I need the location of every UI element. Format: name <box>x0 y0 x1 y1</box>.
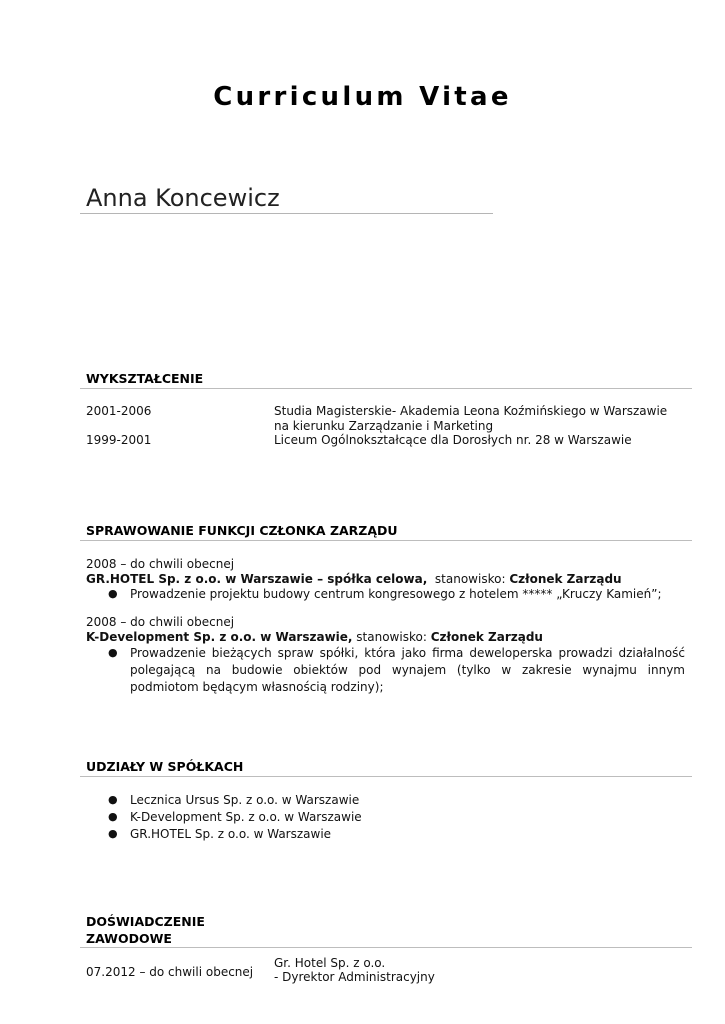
share-company: GR.HOTEL Sp. z o.o. w Warszawie <box>130 827 332 841</box>
bullet-icon: ● <box>108 646 118 659</box>
list-item <box>108 792 508 808</box>
share-company: Lecznica Ursus Sp. z o.o. w Warszawie <box>130 793 360 807</box>
list-item <box>108 809 508 825</box>
board-period: 2008 – do chwili obecnej <box>86 615 235 629</box>
board-period: 2008 – do chwili obecnej <box>86 557 235 571</box>
board-divider <box>80 540 692 541</box>
bullet-icon: ● <box>108 793 118 806</box>
list-item <box>108 826 508 842</box>
position-label: stanowisko: <box>434 572 506 586</box>
name-divider <box>80 213 493 214</box>
shares-divider <box>80 776 692 777</box>
position-title: Członek Zarządu <box>509 572 622 586</box>
experience-period: 07.2012 – do chwili obecnej <box>86 965 254 979</box>
experience-divider <box>80 947 692 948</box>
bullet-icon: ● <box>108 810 118 823</box>
board-company: GR.HOTEL Sp. z o.o. w Warszawie – spółka celowa, <box>86 572 428 586</box>
bullet-icon: ● <box>108 587 118 600</box>
education-field: na kierunku Zarządzanie i Marketing <box>274 419 494 433</box>
experience-company: Gr. Hotel Sp. z o.o. <box>274 956 386 970</box>
education-heading: WYKSZTAŁCENIE <box>86 371 204 386</box>
education-years: 1999-2001 <box>86 433 152 447</box>
education-school: Studia Magisterskie- Akademia Leona Koźmińskiego w Warszawie <box>274 404 668 418</box>
shares-heading: UDZIAŁY W SPÓŁKACH <box>86 759 244 774</box>
list-item <box>108 586 686 602</box>
experience-heading: DOŚWIADCZENIE <box>86 914 205 929</box>
education-school: Liceum Ogólnokształcące dla Dorosłych nr. 28 w Warszawie <box>274 433 632 447</box>
document-title: Curriculum Vitae <box>213 82 512 112</box>
board-duty: Prowadzenie bieżących spraw spółki, która jako firma deweloperska prowadzi działalność polegającą na budowie obiektów pod wynajem (tylko w zakresie wynajmu innym podmiotom będącym własnością rodziny); <box>130 646 685 694</box>
share-company: K-Development Sp. z o.o. w Warszawie <box>130 810 362 824</box>
experience-heading-line2: ZAWODOWE <box>86 931 172 946</box>
person-name: Anna Koncewicz <box>86 184 280 212</box>
experience-role: - Dyrektor Administracyjny <box>274 970 435 984</box>
list-item <box>108 645 686 695</box>
education-divider <box>80 388 692 389</box>
position-title: Członek Zarządu <box>430 630 543 644</box>
board-company-line <box>86 629 543 645</box>
board-heading: SPRAWOWANIE FUNKCJI CZŁONKA ZARZĄDU <box>86 523 398 538</box>
education-years: 2001-2006 <box>86 404 152 418</box>
board-company: K-Development Sp. z o.o. w Warszawie, <box>86 630 353 644</box>
bullet-icon: ● <box>108 827 118 840</box>
board-company-line <box>86 571 622 587</box>
board-duty: Prowadzenie projektu budowy centrum kongresowego z hotelem ***** „Kruczy Kamień”; <box>130 587 662 601</box>
position-label: stanowisko: <box>356 630 427 644</box>
